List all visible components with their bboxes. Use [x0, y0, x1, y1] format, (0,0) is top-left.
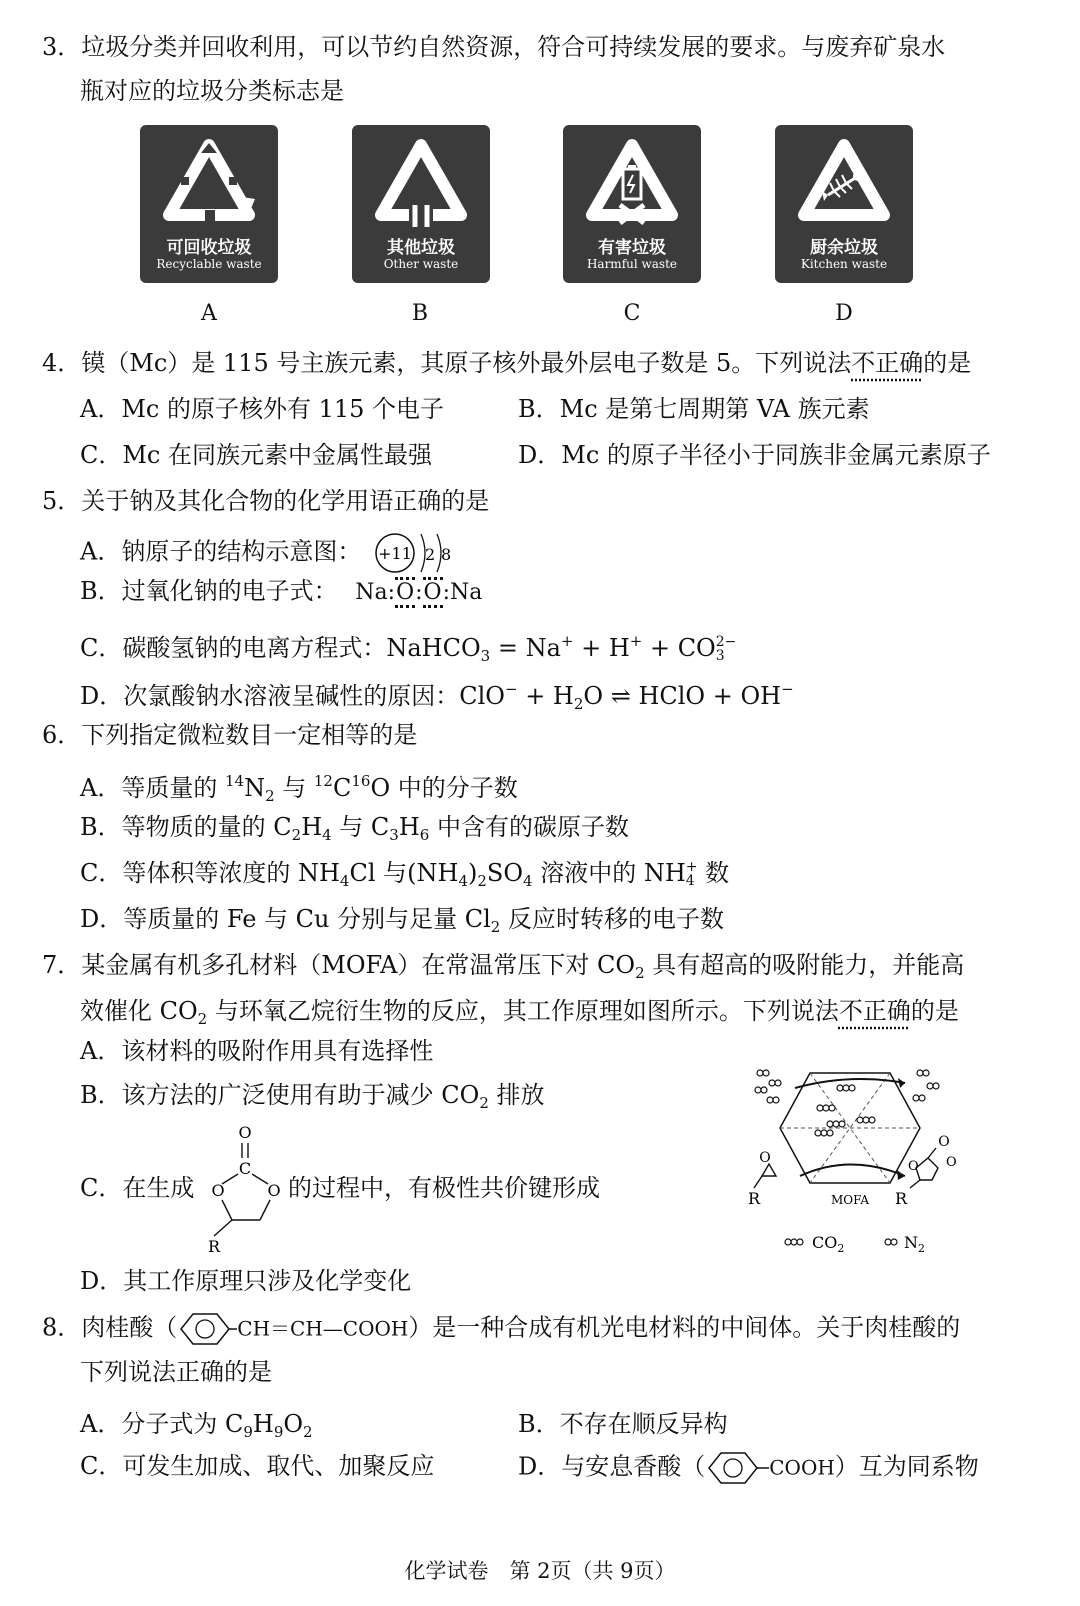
sign-cn-label: 其他垃圾 — [387, 238, 455, 258]
substituent-r: R — [208, 1237, 221, 1256]
q8-option-d: D．与安息香酸（ COOH）互为同系物 — [518, 1451, 979, 1485]
sign-cn-label: 有害垃圾 — [598, 238, 666, 258]
other-waste-triangle-icon — [371, 135, 471, 230]
sign-en-label: Kitchen waste — [800, 257, 888, 271]
sign-en-label: Other waste — [383, 257, 459, 271]
svg-text:O: O — [759, 1150, 771, 1166]
figure-r-left: R — [748, 1189, 761, 1208]
q8-option-a: A．分子式为 $C_9H_9O_2$ — [80, 1410, 313, 1441]
emphasis-text: 不正确 — [851, 349, 924, 377]
sodium-peroxide-formula: Na:O:O:Na — [355, 580, 482, 605]
q6-option-d: D．等质量的 Fe 与 Cu 分别与足量 $Cl_2$ 反应时转移的电子数 — [80, 905, 724, 936]
sign-letter-d: D — [835, 301, 853, 326]
q4-option-a: A．Mc 的原子核外有 115 个电子 — [80, 395, 445, 423]
svg-text:CO2: $CO_2$ — [812, 1233, 845, 1255]
q7-stem-line1: 7．某金属有机多孔材料（MOFA）在常温常压下对 $CO_2$ 具有超高的吸附能力，并能高 — [42, 951, 965, 982]
sign-en-label: Recyclable waste — [156, 257, 262, 271]
sign-cn-label: 厨余垃圾 — [810, 238, 878, 258]
q4-option-c: C．Mc 在同族元素中金属性最强 — [80, 441, 433, 469]
sodium-atom-diagram — [373, 528, 463, 578]
shell-1-count: 2 — [424, 545, 436, 564]
svg-text:O: O — [908, 1159, 919, 1174]
q7-option-a: A．该材料的吸附作用具有选择性 — [80, 1037, 434, 1065]
q6-option-b: B．等物质的量的 $C_2H_4$ 与 $C_3H_6$ 中含有的碳原子数 — [80, 813, 629, 844]
q5-stem: 5．关于钠及其化合物的化学用语正确的是 — [42, 487, 490, 515]
q4-stem: 4．镆（Mc）是 115 号主族元素，其原子核外最外层电子数是 5。下列说法不正确的是 — [42, 349, 972, 377]
sign-harmful — [563, 125, 701, 283]
q6-option-c: C．等体积等浓度的 $NH_4Cl$ 与$(NH_4)_2SO_4$ 溶液中的 NH + 4 数 — [80, 859, 730, 890]
svg-text:O: O — [938, 1134, 950, 1150]
shell-2-count: 8 — [440, 545, 452, 564]
q5-option-a: A．钠原子的结构示意图： +11 2 8 — [80, 528, 463, 578]
sign-letter-a: A — [201, 301, 217, 326]
nucleus-label: +11 — [378, 544, 412, 563]
q5-option-b: B．过氧化钠的电子式： Na:O:O:Na — [80, 576, 482, 608]
sign-recyclable — [140, 125, 278, 283]
sign-en-label: Harmful waste — [586, 257, 678, 271]
q6-stem: 6．下列指定微粒数目一定相等的是 — [42, 721, 418, 749]
q8-stem-line1: 8．肉桂酸（ CH＝CH—COOH）是一种合成有机光电材料的中间体。关于肉桂酸的 — [42, 1312, 960, 1346]
waste-signs-row — [0, 125, 1080, 335]
sign-letter-b: B — [411, 301, 429, 326]
harmful-battery-icon — [582, 135, 682, 230]
svg-text:O: O — [946, 1155, 957, 1170]
q3-stem-line2: 瓶对应的垃圾分类标志是 — [80, 77, 344, 105]
q7-option-b: B．该方法的广泛使用有助于减少 $CO_2$ 排放 — [80, 1081, 545, 1112]
emphasis-text: 不正确 — [838, 997, 911, 1025]
q8-option-b: B．不存在顺反异构 — [518, 1410, 728, 1438]
sign-cn-label: 可回收垃圾 — [166, 238, 252, 258]
legend-n2: N — [904, 1233, 918, 1252]
q4-option-b: B．Mc 是第七周期第 VA 族元素 — [518, 395, 870, 423]
svg-text:N2: $N_2$ — [904, 1233, 925, 1255]
sign-letter-c: C — [623, 301, 641, 326]
q3-stem-line1: 3．垃圾分类并回收利用，可以节约自然资源，符合可持续发展的要求。与废弃矿泉水 — [42, 33, 946, 61]
figure-r-right: R — [895, 1189, 908, 1208]
q6-option-a: A．等质量的 $^{14}N_2$ 与 $^{12}C^{16}O$ 中的分子数 — [80, 772, 518, 805]
q7-option-c-rest: 的过程中，有极性共价键形成 — [288, 1174, 600, 1202]
mofa-mechanism-figure — [740, 1058, 980, 1268]
sign-other — [352, 125, 490, 283]
q8-option-c: C．可发生加成、取代、加聚反应 — [80, 1452, 435, 1480]
q7-option-d: D．其工作原理只涉及化学变化 — [80, 1267, 412, 1295]
fish-bone-icon — [794, 135, 894, 230]
q5-option-d: D．次氯酸钠水溶液呈碱性的原因：$ClO^- + H_2O$ ⇌ HClO + OH− — [80, 680, 794, 713]
benzene-ring-icon — [177, 1312, 237, 1346]
cyclic-carbonate-structure — [200, 1118, 290, 1258]
svg-text:C: C — [238, 1159, 252, 1178]
svg-text:O: O — [267, 1181, 281, 1200]
q5-option-c: C．碳酸氢钠的电离方程式：NaHCO$_3$ = Na+ + H+ + CO 2− 3 — [80, 632, 737, 665]
q7-stem-line2: 效催化 $CO_2$ 与环氧乙烷衍生物的反应，其工作原理如图所示。下列说法不正确的是 — [80, 997, 959, 1028]
sign-kitchen — [775, 125, 913, 283]
legend-co2: CO — [812, 1233, 838, 1252]
benzene-ring-icon — [705, 1451, 769, 1485]
mofa-label: MOFA — [830, 1193, 870, 1207]
svg-text:O: O — [211, 1181, 225, 1200]
recycle-arrows-icon — [159, 135, 259, 230]
q7-option-c: C．在生成 — [80, 1174, 195, 1202]
svg-text:O: O — [238, 1123, 252, 1142]
q4-option-d: D．Mc 的原子半径小于同族非金属元素原子 — [518, 441, 991, 469]
q8-stem-line2: 下列说法正确的是 — [80, 1358, 272, 1386]
page-footer: 化学试卷 第 2页（共 9页） — [404, 1559, 676, 1583]
